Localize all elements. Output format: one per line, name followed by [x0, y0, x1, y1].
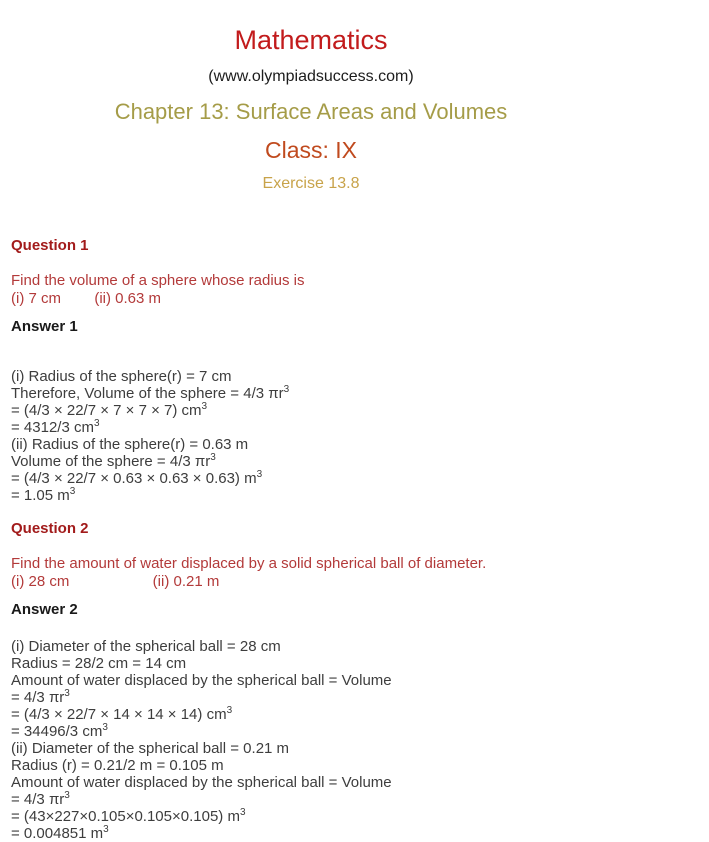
question-2-text: [11, 555, 622, 590]
text-line: (ii) Diameter of the spherical ball = 0.21 m: [11, 740, 290, 757]
text-line: (i) 7 cm (ii) 0.63 m: [11, 289, 162, 307]
answer-1-body: [11, 368, 622, 504]
answer-2-heading: Answer 2: [11, 601, 78, 618]
text-line: (ii) Radius of the sphere(r) = 0.63 m: [11, 436, 249, 453]
text-line: = 1.05 $m^3$: [11, 486, 76, 504]
answer-1-heading: Answer 1: [11, 318, 78, 335]
question-2-heading: Question 2: [11, 520, 89, 537]
site-url: (www.olympiadsuccess.com): [208, 68, 414, 85]
question-1-heading: Question 1: [11, 237, 89, 254]
page-header: [0, 0, 622, 192]
text-line: = (4/3 × 22/7 × 7 × 7 × 7) $cm^3$: [11, 401, 208, 419]
text-line: (i) Radius of the sphere(r) = 7 cm: [11, 368, 232, 385]
question-1-text: [11, 272, 622, 307]
text-line: = (43×227×0.105×0.105×0.105) $m^3$: [11, 807, 246, 825]
class-title: Class: IX: [264, 137, 358, 163]
text-line: Therefore, Volume of the sphere = 4/3 $\pi r^3$: [11, 384, 290, 402]
text-line: = 34496/3 $cm^3$: [11, 722, 108, 740]
exercise-title: Exercise 13.8: [262, 175, 360, 192]
question-1-section: [11, 238, 622, 504]
page-title: Mathematics: [234, 25, 388, 55]
text-line: Find the amount of water displaced by a solid spherical ball of diameter.: [11, 555, 487, 572]
question-2-section: [11, 521, 622, 842]
answer-2-body: [11, 638, 622, 842]
text-line: = 4/3 $\pi r^3$: [11, 688, 70, 706]
text-line: = (4/3 × 22/7 × 14 × 14 × 14) $cm^3$: [11, 705, 233, 723]
text-line: Volume of the sphere = 4/3 $\pi r^3$: [11, 452, 216, 470]
text-line: = 4/3 $\pi r^3$: [11, 790, 70, 808]
text-line: Radius (r) = 0.21/2 m = 0.105 m: [11, 757, 224, 774]
text-line: Find the volume of a sphere whose radius is: [11, 272, 305, 289]
text-line: Amount of water displaced by the spherical ball = Volume: [11, 672, 392, 689]
text-line: Amount of water displaced by the spherical ball = Volume: [11, 774, 392, 791]
text-line: (i) Diameter of the spherical ball = 28 cm: [11, 638, 281, 655]
text-line: = 0.004851 $m^3$: [11, 824, 109, 842]
text-line: = (4/3 × 22/7 × 0.63 × 0.63 × 0.63) $m^3$: [11, 469, 263, 487]
worksheet-body: [0, 238, 622, 842]
text-line: Radius = 28/2 cm = 14 cm: [11, 655, 187, 672]
text-line: (i) 28 cm (ii) 0.21 m: [11, 572, 220, 590]
text-line: = 4312/3 $cm^3$: [11, 418, 100, 436]
chapter-title: Chapter 13: Surface Areas and Volumes: [114, 99, 508, 124]
